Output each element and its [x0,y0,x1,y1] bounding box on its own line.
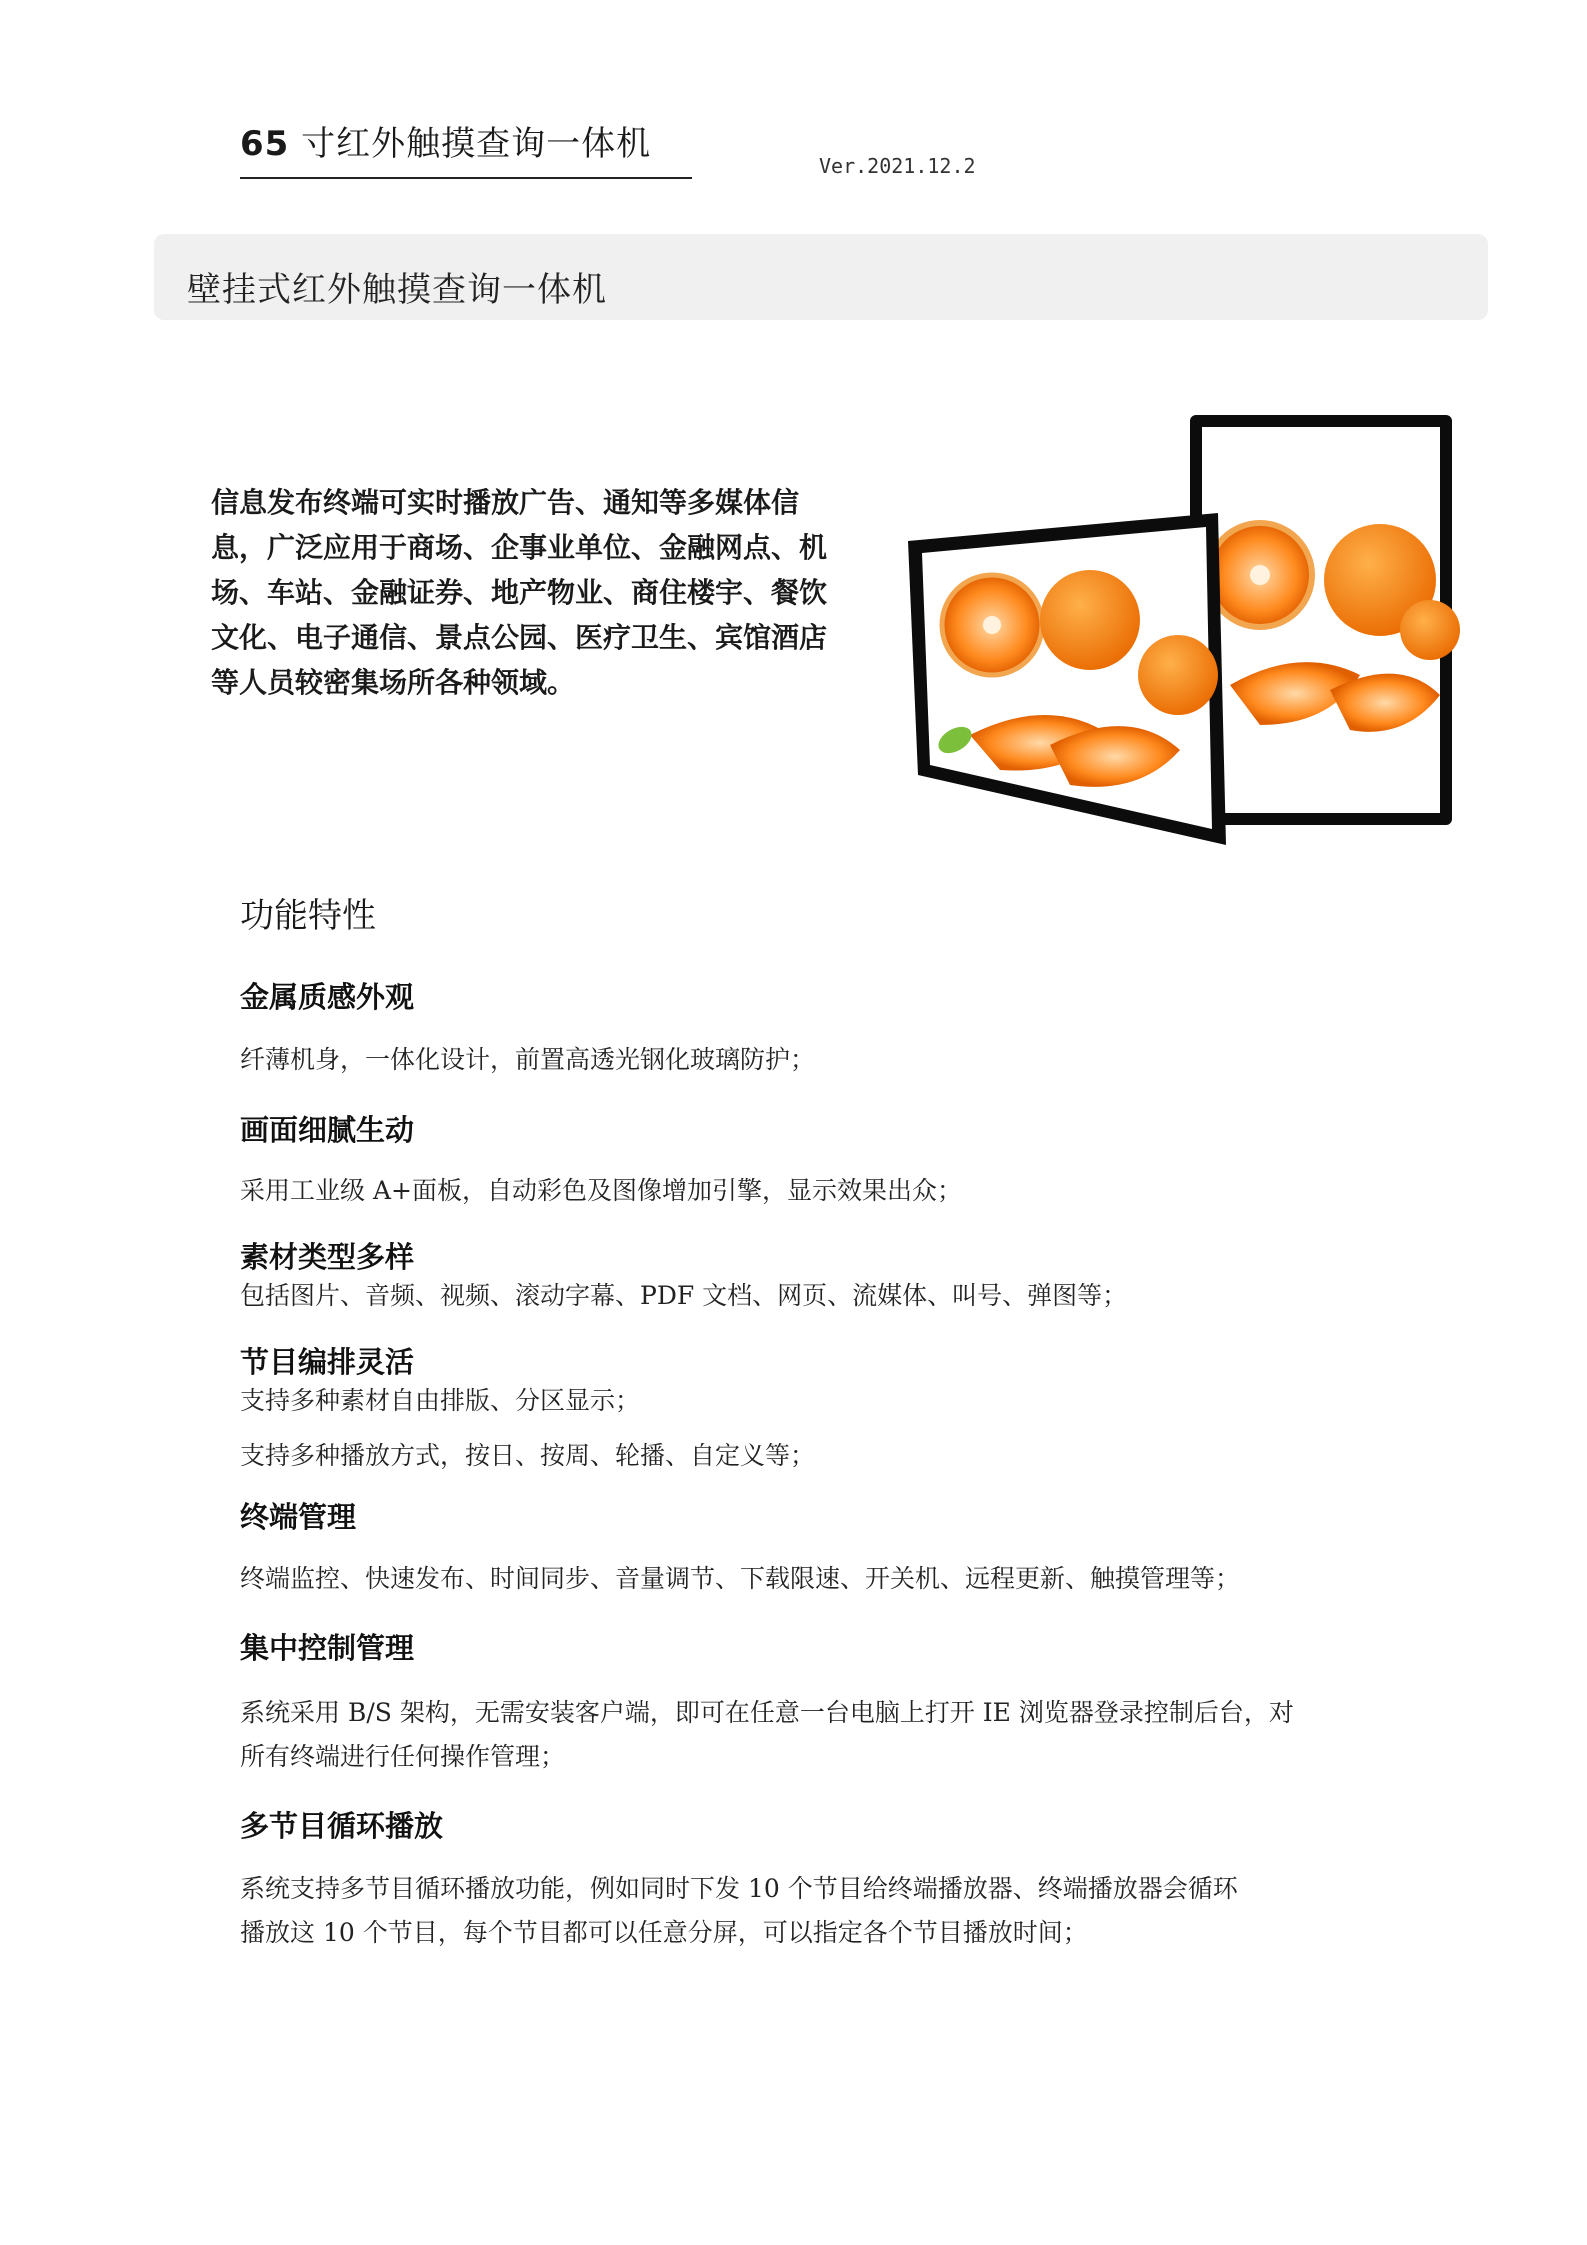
intro-line: 文化、电子通信、景点公园、医疗卫生、宾馆酒店 [211,621,828,654]
document-title [240,116,651,165]
feature-text: 包括图片、音频、视频、滚动字幕、PDF 文档、网页、流媒体、叫号、弹图等； [240,1281,1128,1310]
product-image [900,405,1460,865]
feature-text: 系统支持多节目循环播放功能，例如同时下发 10 个节目给终端播放器、终端播放器会循环 [240,1874,1238,1903]
feature-text: 采用工业级 A+面板，自动彩色及图像增加引擎，显示效果出众； [240,1176,962,1205]
portrait-screen [1190,415,1460,825]
intro-line: 息，广泛应用于商场、企事业单位、金融网点、机 [211,531,828,564]
feature-text: 支持多种播放方式，按日、按周、轮播、自定义等； [240,1441,816,1470]
feature-text: 播放这 10 个节目，每个节目都可以任意分屏，可以指定各个节目播放时间； [240,1918,1088,1947]
feature-heading: 金属质感外观 [240,980,415,1014]
document-title-number: 65 [240,124,290,164]
landscape-screen [908,513,1226,845]
feature-heading: 节目编排灵活 [240,1345,415,1379]
feature-heading: 素材类型多样 [240,1240,415,1274]
feature-heading: 画面细腻生动 [240,1113,415,1147]
banner-title: 壁挂式红外触摸查询一体机 [187,270,607,310]
feature-heading: 集中控制管理 [240,1631,415,1665]
feature-text: 纤薄机身，一体化设计，前置高透光钢化玻璃防护； [240,1045,816,1074]
feature-text: 所有终端进行任何操作管理； [240,1742,566,1771]
intro-line: 场、车站、金融证券、地产物业、商住楼宇、餐饮 [211,576,828,609]
document-title-text: 寸红外触摸查询一体机 [289,124,652,164]
version-label: Ver.2021.12.2 [819,154,976,178]
intro-line: 等人员较密集场所各种领域。 [211,666,576,699]
title-underline [240,177,692,179]
feature-text: 支持多种素材自由排版、分区显示； [240,1386,641,1415]
intro-paragraph [211,480,861,705]
intro-line: 信息发布终端可实时播放广告、通知等多媒体信 [211,486,800,519]
feature-heading: 多节目循环播放 [240,1809,444,1843]
feature-text: 终端监控、快速发布、时间同步、音量调节、下载限速、开关机、远程更新、触摸管理等； [240,1564,1241,1593]
feature-heading: 终端管理 [240,1500,357,1534]
features-section-title: 功能特性 [240,896,376,936]
feature-text: 系统采用 B/S 架构，无需安装客户端，即可在任意一台电脑上打开 IE 浏览器登录控制后台，对 [240,1698,1294,1727]
